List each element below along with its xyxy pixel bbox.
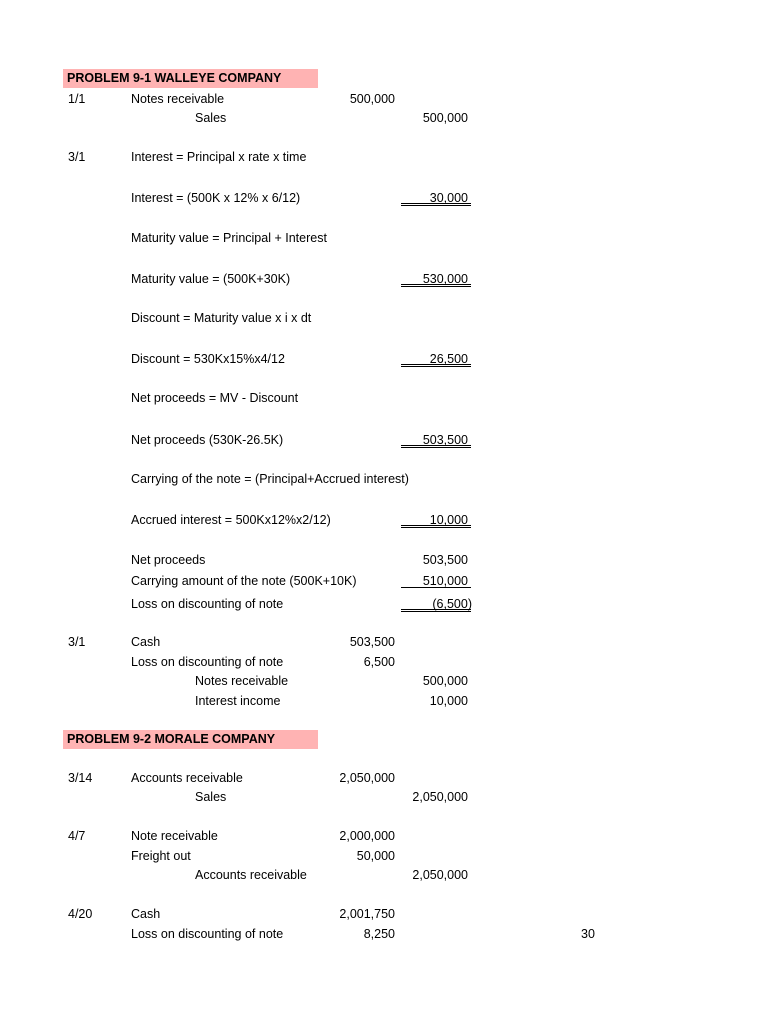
page-number: 30	[581, 927, 595, 941]
debit-account: Notes receivable	[131, 92, 225, 106]
carrying-amount-value: 510,000	[422, 574, 468, 588]
maturity-calculation: Maturity value = (500K+30K)	[131, 272, 291, 286]
credit-account: Sales	[195, 111, 227, 125]
credit-amount: 500,000	[422, 111, 468, 125]
credit-amount: 500,000	[422, 674, 468, 688]
debit-amount: 2,000,000	[339, 829, 395, 843]
debit-account: Cash	[131, 907, 161, 921]
credit-account: Interest income	[195, 694, 281, 708]
debit-account: Note receivable	[131, 829, 218, 843]
discount-amount: 26,500	[429, 352, 468, 366]
problem-9-1-title: PROBLEM 9-1 WALLEYE COMPANY	[63, 69, 318, 88]
carrying-formula: Carrying of the note = (Principal+Accrued interest)	[131, 472, 409, 486]
debit-account: Accounts receivable	[131, 771, 243, 785]
debit-amount: 503,500	[349, 635, 395, 649]
interest-formula: Interest = Principal x rate x time	[131, 150, 307, 164]
discount-formula: Discount = Maturity value x i x dt	[131, 311, 312, 325]
entry-date: 4/7	[68, 829, 86, 843]
net-proceeds-amount: 503,500	[422, 433, 468, 447]
accrued-interest-amount: 10,000	[429, 513, 468, 527]
debit-amount: 2,001,750	[339, 907, 395, 921]
double-underline	[401, 609, 471, 612]
double-underline	[401, 203, 471, 206]
debit-account: Loss on discounting of note	[131, 927, 284, 941]
double-underline	[401, 284, 471, 287]
entry-date: 3/1	[68, 635, 86, 649]
debit-amount: 500,000	[349, 92, 395, 106]
accrued-interest-calculation: Accrued interest = 500Kx12%x2/12)	[131, 513, 331, 527]
debit-amount: 2,050,000	[339, 771, 395, 785]
credit-account: Accounts receivable	[195, 868, 307, 882]
debit-account: Freight out	[131, 849, 191, 863]
credit-account: Notes receivable	[195, 674, 289, 688]
debit-amount: 50,000	[356, 849, 395, 863]
loss-label: Loss on discounting of note	[131, 597, 284, 611]
credit-amount: 10,000	[429, 694, 468, 708]
debit-account: Loss on discounting of note	[131, 655, 284, 669]
entry-date: 3/14	[68, 771, 93, 785]
entry-date: 3/1	[68, 150, 86, 164]
debit-account: Cash	[131, 635, 161, 649]
credit-amount: 2,050,000	[412, 790, 468, 804]
maturity-amount: 530,000	[422, 272, 468, 286]
double-underline	[401, 445, 471, 448]
maturity-formula: Maturity value = Principal + Interest	[131, 231, 327, 245]
double-underline	[401, 525, 471, 528]
net-proceeds-formula: Net proceeds = MV - Discount	[131, 391, 299, 405]
entry-date: 4/20	[68, 907, 93, 921]
credit-amount: 2,050,000	[412, 868, 468, 882]
problem-9-2-title: PROBLEM 9-2 MORALE COMPANY	[63, 730, 318, 749]
single-underline	[401, 587, 471, 588]
debit-amount: 6,500	[363, 655, 395, 669]
discount-calculation: Discount = 530Kx15%x4/12	[131, 352, 285, 366]
double-underline	[401, 364, 471, 367]
interest-calculation: Interest = (500K x 12% x 6/12)	[131, 191, 301, 205]
net-proceeds-value: 503,500	[422, 553, 468, 567]
entry-date: 1/1	[68, 92, 86, 106]
carrying-amount-label: Carrying amount of the note (500K+10K)	[131, 574, 357, 588]
net-proceeds-label: Net proceeds	[131, 553, 206, 567]
credit-account: Sales	[195, 790, 227, 804]
interest-amount: 30,000	[429, 191, 468, 205]
net-proceeds-calculation: Net proceeds (530K-26.5K)	[131, 433, 284, 447]
loss-value: (6,500)	[432, 597, 472, 611]
debit-amount: 8,250	[363, 927, 395, 941]
